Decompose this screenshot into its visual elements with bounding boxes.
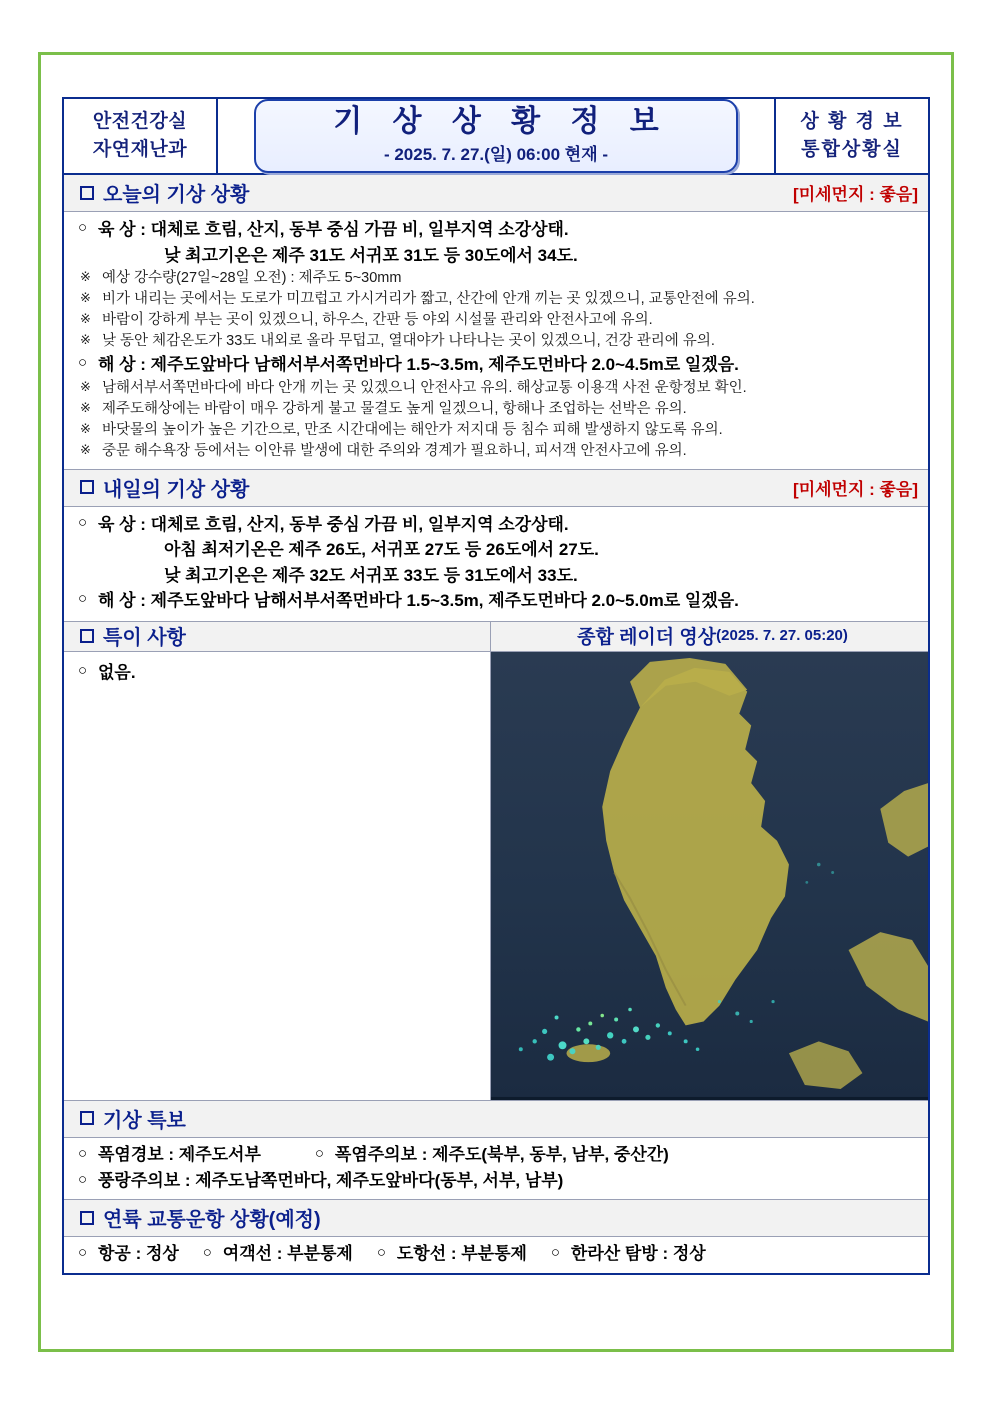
- asterisk-icon: ※: [80, 378, 91, 394]
- radar-panel: [491, 622, 928, 1100]
- checkbox-icon: [80, 629, 94, 643]
- asterisk-icon: ※: [80, 332, 91, 348]
- middle-split: [64, 621, 928, 1100]
- row-spacer: [353, 1241, 375, 1267]
- tomorrow-land-text: 육 상 : 대체로 흐림, 산지, 동부 중심 가끔 비, 일부지역 소강상태.: [98, 514, 569, 534]
- today-sea-note-text: 중문 해수욕장 등에서는 이안류 발생에 대한 주의와 경계가 필요하니, 피서객 안전사고에 유의.: [102, 442, 687, 459]
- today-note-text: 비가 내리는 곳에서는 도로가 미끄럽고 가시거리가 짧고, 산간에 안개 끼는 곳 있겠으니, 교통안전에 유의.: [102, 291, 755, 308]
- bullet-circle-icon: ○: [78, 354, 88, 372]
- alerts-row-2: [76, 1168, 916, 1194]
- today-land-text: 육 상 : 대체로 흐림, 산지, 동부 중심 가끔 비, 일부지역 소강상태.: [98, 220, 569, 239]
- alerts-body: [64, 1138, 928, 1200]
- section-title-tomorrow-label: 내일의 기상 상황: [103, 478, 250, 501]
- section-header-special: [64, 622, 490, 652]
- asterisk-icon: ※: [80, 399, 91, 415]
- special-panel: [64, 622, 491, 1100]
- section-body-today: [64, 212, 928, 469]
- tomorrow-sea-row: [76, 588, 916, 614]
- row-spacer: [179, 1241, 201, 1267]
- dust-badge-today: [미세먼지 : 좋음]: [793, 185, 918, 204]
- section-header-today: [64, 175, 928, 212]
- section-title-today: [80, 178, 249, 207]
- header-right-office: [774, 99, 928, 173]
- bullet-circle-icon: ○: [202, 1244, 212, 1262]
- bullet-circle-icon: ○: [78, 661, 88, 679]
- today-sea-note: [76, 378, 916, 399]
- today-sea-text: 해 상 : 제주도앞바다 남해서부서쪽먼바다 1.5~3.5m, 제주도먼바다 2.0~4.5m로 일겠음.: [98, 355, 739, 375]
- transport-item-island-boat: 도항선 : 부분통제: [396, 1244, 527, 1264]
- document-body: [62, 175, 930, 1275]
- header-title-block: [218, 99, 774, 173]
- today-note-text: 예상 강수량(27일~28일 오전) : 제주도 5~30mm: [102, 270, 402, 286]
- today-sea-note: [76, 399, 916, 420]
- section-title-special-label: 특이 사항: [103, 627, 186, 650]
- row-spacer: [261, 1142, 313, 1168]
- title-plate: [254, 99, 738, 174]
- tomorrow-land-text3: 낮 최고기온은 제주 32도 서귀포 33도 등 31도에서 33도.: [164, 565, 578, 585]
- bullet-circle-icon: ○: [78, 513, 88, 531]
- today-sea-note-text: 제주도해상에는 바람이 매우 강하게 불고 물결도 높게 일겠으니, 항해나 조업하는 선박은 유의.: [102, 400, 687, 417]
- today-sea-note: [76, 441, 916, 462]
- header-right-line1: 상 황 경 보: [800, 111, 904, 133]
- bullet-circle-icon: ○: [376, 1244, 386, 1262]
- section-title-transport-label: 연륙 교통운항 상황(예정): [103, 1209, 321, 1232]
- bullet-circle-icon: ○: [78, 590, 88, 608]
- bullet-circle-icon: ○: [550, 1244, 560, 1262]
- today-note-text: 낮 동안 체감온도가 33도 내외로 올라 무덥고, 열대야가 나타나는 곳이 있겠으니, 건강 관리에 유의.: [102, 333, 715, 350]
- today-note: [76, 289, 916, 310]
- today-sea-row: [76, 352, 916, 378]
- page-subtitle: - 2025. 7. 27.(일) 06:00 현재 -: [383, 145, 609, 165]
- today-land-text2: 낮 최고기온은 제주 31도 서귀포 31도 등 30도에서 34도.: [164, 245, 578, 265]
- today-note: [76, 331, 916, 352]
- bullet-circle-icon: ○: [78, 219, 88, 236]
- transport-item-hallasan: 한라산 탐방 : 정상: [570, 1244, 706, 1264]
- radar-map-graphic: [491, 652, 928, 1097]
- asterisk-icon: ※: [80, 420, 91, 436]
- section-header-alerts: [64, 1100, 928, 1138]
- special-body: [64, 652, 490, 1100]
- today-land-row2: [76, 243, 916, 269]
- tomorrow-sea-text: 해 상 : 제주도앞바다 남해서부서쪽먼바다 1.5~3.5m, 제주도먼바다 2.0~5.0m로 일겠음.: [98, 591, 739, 611]
- tomorrow-land-row: [76, 512, 916, 538]
- special-item-row: [76, 660, 478, 686]
- row-spacer: [527, 1241, 549, 1267]
- radar-header: [491, 622, 928, 652]
- section-title-today-label: 오늘의 기상 상황: [103, 184, 250, 206]
- bullet-circle-icon: ○: [78, 1144, 88, 1162]
- today-land-row: [76, 217, 916, 243]
- bullet-circle-icon: ○: [78, 1244, 88, 1262]
- today-note-text: 바람이 강하게 부는 곳이 있겠으니, 하우스, 간판 등 야외 시설물 관리와 안전사고에 유의.: [102, 312, 653, 329]
- today-sea-note: [76, 420, 916, 441]
- today-sea-note-text: 바닷물의 높이가 높은 기간으로, 만조 시간대에는 해안가 저지대 등 침수 피해 발생하지 않도록 유의.: [102, 421, 723, 438]
- transport-row: [76, 1241, 916, 1267]
- transport-body: [64, 1237, 928, 1272]
- asterisk-icon: ※: [80, 269, 91, 284]
- transport-item-ferry: 여객선 : 부분통제: [222, 1244, 353, 1264]
- document-header: [62, 97, 930, 175]
- page-title: 기 상 상 황 정 보: [333, 104, 670, 138]
- radar-timestamp: (2025. 7. 27. 05:20): [716, 627, 848, 645]
- dust-badge-tomorrow: [미세먼지 : 좋음]: [793, 479, 918, 499]
- document-content: [62, 97, 930, 1275]
- tomorrow-land-row2: [76, 537, 916, 563]
- section-title-tomorrow: [80, 473, 249, 502]
- radar-image: [491, 652, 928, 1100]
- header-left-line2: 자연재난과: [92, 139, 188, 160]
- section-header-transport: [64, 1199, 928, 1237]
- bullet-circle-icon: ○: [78, 1170, 88, 1188]
- section-title-alerts: [80, 1104, 918, 1133]
- checkbox-icon: [80, 186, 94, 200]
- asterisk-icon: ※: [80, 441, 91, 457]
- section-title-transport: [80, 1203, 918, 1232]
- checkbox-icon: [80, 1211, 94, 1225]
- header-left-dept: [64, 99, 218, 173]
- today-sea-note-text: 남해서부서쪽먼바다에 바다 안개 끼는 곳 있겠으니 안전사고 유의. 해상교통 이용객 사전 운항정보 확인.: [102, 379, 747, 396]
- today-note: [76, 268, 916, 289]
- checkbox-icon: [80, 480, 94, 494]
- asterisk-icon: ※: [80, 290, 91, 306]
- section-header-tomorrow: [64, 469, 928, 507]
- section-title-alerts-label: 기상 특보: [103, 1109, 186, 1132]
- alerts-row-1: [76, 1142, 916, 1168]
- transport-item-air: 항공 : 정상: [98, 1244, 179, 1264]
- special-item-text: 없음.: [98, 662, 136, 682]
- asterisk-icon: ※: [80, 311, 91, 327]
- tomorrow-land-text2: 아침 최저기온은 제주 26도, 서귀포 27도 등 26도에서 27도.: [164, 540, 599, 560]
- header-right-line2: 통합상황실: [801, 139, 903, 160]
- checkbox-icon: [80, 1111, 94, 1125]
- bullet-circle-icon: ○: [314, 1144, 324, 1162]
- alert-wave-advisory: 풍랑주의보 : 제주도남쪽먼바다, 제주도앞바다(동부, 서부, 남부): [98, 1170, 564, 1190]
- alert-heat-warning: 폭염경보 : 제주도서부: [98, 1144, 261, 1164]
- alert-heat-advisory: 폭염주의보 : 제주도(북부, 동부, 남부, 중산간): [334, 1144, 669, 1164]
- radar-title: 종합 레이더 영상: [577, 627, 717, 649]
- section-body-tomorrow: [64, 507, 928, 621]
- header-left-line1: 안전건강실: [92, 111, 188, 133]
- today-note: [76, 310, 916, 331]
- section-title-special: [80, 621, 186, 650]
- tomorrow-land-row3: [76, 563, 916, 589]
